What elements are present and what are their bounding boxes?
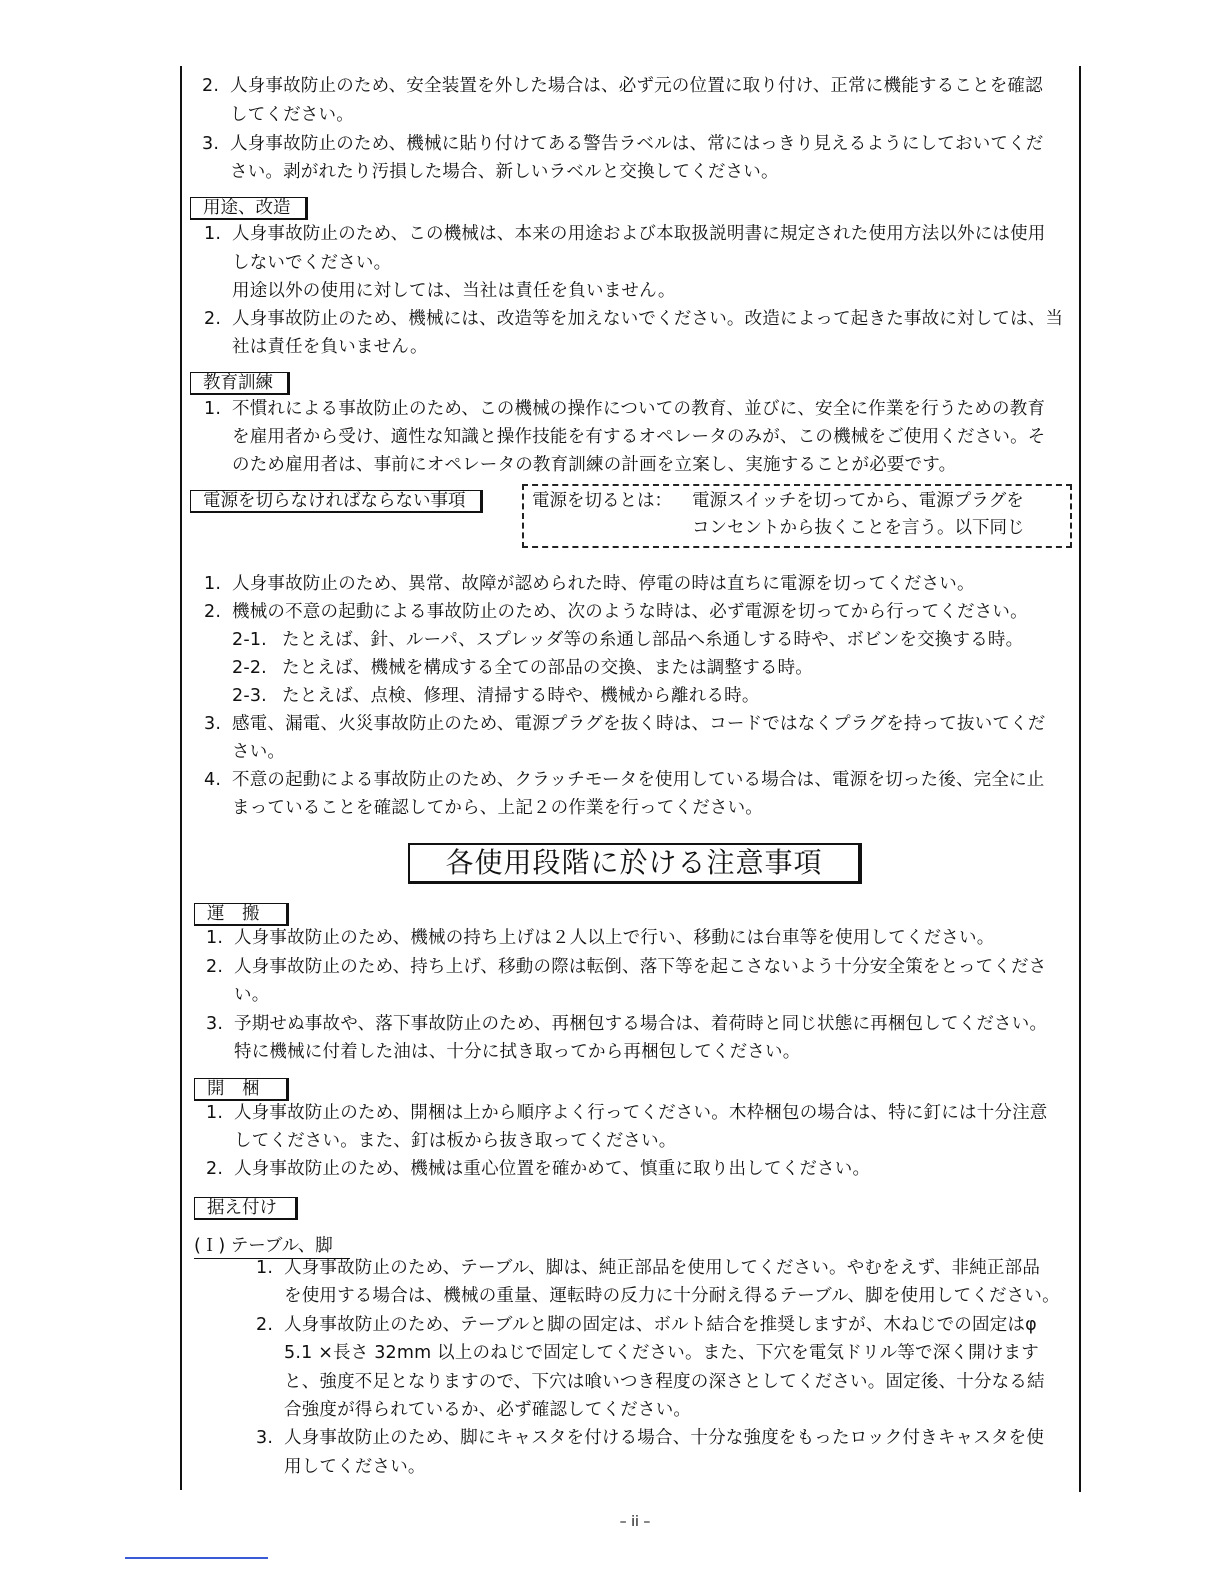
list-item xyxy=(204,572,975,596)
item-number: 4. xyxy=(204,770,222,790)
item-text: 人身事故防止のため、テーブル、脚は、純正部品を使用してください。やむをえず、非純正部品 xyxy=(284,1258,1041,1278)
item-text: を雇用者から受け、適性な知識と操作技能を有するオペレータのみが、この機械をご使用ください。そ xyxy=(232,427,1046,447)
item-text: しないでください。 xyxy=(232,253,392,273)
item-text: い。 xyxy=(234,985,270,1005)
item-text: 5.1 ×長さ 32mm 以上のねじで固定してください。また、下穴を電気ドリル等で深く開けます xyxy=(284,1343,1039,1363)
item-number: 1. xyxy=(204,574,222,594)
item-text: 人身事故防止のため、この機械は、本来の用途および本取扱説明書に規定された使用方法以外には使用 xyxy=(232,224,1046,244)
item-text: と、強度不足となりますので、下穴は喰いつき程度の深さとしてください。固定後、十分なる結 xyxy=(284,1372,1045,1392)
left-border-line xyxy=(180,66,182,1490)
list-item xyxy=(206,1101,1048,1125)
item-number: 2-1. xyxy=(232,630,267,650)
item-text: 人身事故防止のため、テーブルと脚の固定は、ボルト結合を推奨しますが、木ねじでの固定はφ xyxy=(284,1315,1037,1335)
list-item xyxy=(204,712,1046,736)
list-item xyxy=(202,132,1044,156)
list-item xyxy=(256,1256,1040,1280)
item-number: 1. xyxy=(256,1258,274,1278)
item-number: 1. xyxy=(206,1103,224,1123)
section-heading-usage: 用途、改造 xyxy=(190,197,308,220)
list-item xyxy=(204,600,1028,624)
list-item xyxy=(256,1313,1037,1337)
item-number: 1. xyxy=(206,928,224,948)
item-text: 機械の不意の起動による事故防止のため、次のような時は、必ず電源を切ってから行ってください。 xyxy=(232,602,1028,622)
item-number: 2-3. xyxy=(232,686,267,706)
item-text: を使用する場合は、機械の重量、運転時の反力に十分耐え得るテーブル、脚を使用してください。 xyxy=(284,1286,1060,1306)
item-number: 3. xyxy=(256,1428,274,1448)
item-text: 人身事故防止のため、安全装置を外した場合は、必ず元の位置に取り付け、正常に機能することを確認 xyxy=(230,76,1043,96)
list-item xyxy=(202,74,1043,98)
right-border-line xyxy=(1079,66,1081,1492)
section-heading-transport: 運 搬 xyxy=(194,903,289,926)
item-text: 社は責任を負いません。 xyxy=(232,337,428,357)
item-text: 人身事故防止のため、持ち上げ、移動の際は転倒、落下等を起こさないよう十分安全策をとってくださ xyxy=(234,957,1047,977)
item-text: 人身事故防止のため、機械に貼り付けてある警告ラベルは、常にはっきり見えるようにしておいてくだ xyxy=(230,134,1044,154)
item-text: 人身事故防止のため、機械には、改造等を加えないでください。改造によって起きた事故に対しては、当 xyxy=(232,309,1064,329)
item-text: 不意の起動による事故防止のため、クラッチモータを使用している場合は、電源を切った後、完全に止 xyxy=(232,770,1045,790)
section-heading-unpack: 開 梱 xyxy=(194,1078,289,1101)
footer-rule xyxy=(125,1557,268,1559)
section-heading-training: 教育訓練 xyxy=(190,372,290,395)
item-text: たとえば、点検、修理、清掃する時や、機械から離れる時。 xyxy=(282,686,760,706)
list-item xyxy=(204,222,1046,246)
item-text: してください。 xyxy=(230,105,354,125)
item-number: 1. xyxy=(204,224,222,244)
list-item xyxy=(206,1157,870,1181)
item-number: 3. xyxy=(204,714,222,734)
note-line: 電源スイッチを切ってから、電源プラグを xyxy=(692,491,1024,511)
item-number: 3. xyxy=(202,134,220,154)
item-text: 人身事故防止のため、機械は重心位置を確かめて、慎重に取り出してください。 xyxy=(234,1159,871,1179)
item-text: 人身事故防止のため、開梱は上から順序よく行ってください。木枠梱包の場合は、特に釘には十分注意 xyxy=(234,1103,1048,1123)
page-title: 各使用段階に於ける注意事項 xyxy=(408,843,862,884)
item-number: 2. xyxy=(204,602,222,622)
list-item xyxy=(206,926,994,950)
item-number: 2. xyxy=(256,1315,274,1335)
item-number: 2. xyxy=(204,309,222,329)
item-number: 2. xyxy=(202,76,220,96)
note-label: 電源を切るとは： xyxy=(532,491,672,511)
item-text: たとえば、針、ルーパ、スプレッダ等の糸通し部品へ糸通しする時や、ボビンを交換する時。 xyxy=(282,630,1024,650)
item-text: 特に機械に付着した油は、十分に拭き取ってから再梱包してください。 xyxy=(234,1042,801,1062)
item-text: まっていることを確認してから、上記２の作業を行ってください。 xyxy=(232,798,763,818)
item-text: 人身事故防止のため、機械の持ち上げは２人以上で行い、移動には台車等を使用してください。 xyxy=(234,928,995,948)
list-item xyxy=(204,768,1044,792)
list-item xyxy=(204,307,1063,331)
note-line: コンセントから抜くことを言う。以下同じ xyxy=(692,518,1025,538)
item-text: さい。 xyxy=(232,742,286,762)
list-item xyxy=(232,684,760,708)
item-text: 人身事故防止のため、異常、故障が認められた時、停電の時は直ちに電源を切ってください。 xyxy=(232,574,975,594)
power-definition-note xyxy=(522,484,1072,548)
list-item xyxy=(232,656,813,680)
item-text: たとえば、機械を構成する全ての部品の交換、または調整する時。 xyxy=(282,658,813,678)
item-number: 2-2. xyxy=(232,658,267,678)
item-number: 2. xyxy=(206,957,224,977)
section-heading-power: 電源を切らなければならない事項 xyxy=(190,490,483,513)
item-text: のため雇用者は、事前にオペレータの教育訓練の計画を立案し、実施することが必要です。 xyxy=(232,455,957,475)
item-text: 用途以外の使用に対しては、当社は責任を負いません。 xyxy=(232,281,676,301)
item-text: 不慣れによる事故防止のため、この機械の操作についての教育、並びに、安全に作業を行うための教育 xyxy=(232,399,1046,419)
item-text: 合強度が得られているか、必ず確認してください。 xyxy=(284,1400,692,1420)
section-heading-install: 据え付け xyxy=(194,1197,298,1220)
subsection-heading: (Ｉ) テーブル、脚 xyxy=(194,1234,350,1259)
page-number: – ii – xyxy=(619,1514,651,1530)
item-text: してください。また、釘は板から抜き取ってください。 xyxy=(234,1131,677,1151)
list-item xyxy=(206,955,1046,979)
item-number: 3. xyxy=(206,1014,224,1034)
item-text: さい。剥がれたり汚損した場合、新しいラベルと交換してください。 xyxy=(230,162,779,182)
item-text: 人身事故防止のため、脚にキャスタを付ける場合、十分な強度をもったロック付きキャスタを使 xyxy=(284,1428,1045,1448)
item-number: 1. xyxy=(204,399,222,419)
item-text: 予期せぬ事故や、落下事故防止のため、再梱包する場合は、着荷時と同じ状態に再梱包してください。 xyxy=(234,1014,1048,1034)
list-item xyxy=(206,1012,1047,1036)
item-text: 用してください。 xyxy=(284,1457,426,1477)
list-item xyxy=(256,1426,1044,1450)
list-item xyxy=(204,397,1045,421)
item-text: 感電、漏電、火災事故防止のため、電源プラグを抜く時は、コードではなくプラグを持って抜いてくだ xyxy=(232,714,1046,734)
item-number: 2. xyxy=(206,1159,224,1179)
list-item xyxy=(232,628,1023,652)
